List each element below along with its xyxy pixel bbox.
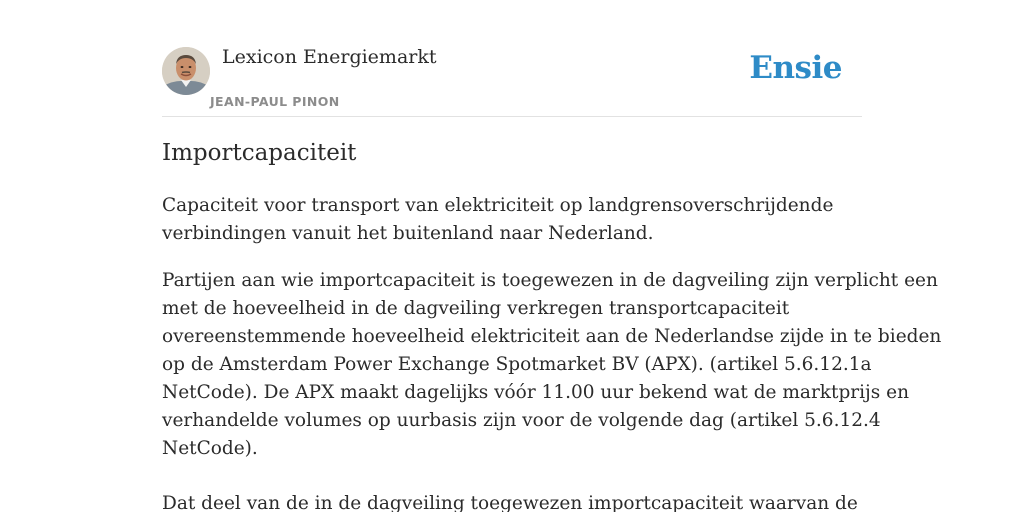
- paragraph-line: Capaciteit voor transport van elektriciteit op landgrensoverschrijdende: [162, 195, 834, 216]
- paragraph-line: NetCode). De APX maakt dagelijks vóór 11.00 uur bekend wat de marktprijs en: [162, 382, 910, 403]
- entry-title: Importcapaciteit: [162, 140, 357, 166]
- paragraph-line: Dat deel van de in de dagveiling toegewezen importcapaciteit waarvan de: [162, 493, 858, 512]
- paragraph-line: verhandelde volumes op uurbasis zijn voor de volgende dag (artikel 5.6.12.4: [162, 410, 881, 431]
- paragraph-line: met de hoeveelheid in de dagveiling verkregen transportcapaciteit: [162, 298, 790, 319]
- paragraph-line: NetCode).: [162, 438, 258, 459]
- author-avatar[interactable]: [162, 47, 210, 95]
- paragraph-line: op de Amsterdam Power Exchange Spotmarket BV (APX). (artikel 5.6.12.1a: [162, 354, 872, 375]
- lexicon-header: [162, 0, 862, 117]
- body-paragraph: [162, 267, 942, 463]
- paragraph-line: Partijen aan wie importcapaciteit is toegewezen in de dagveiling zijn verplicht een: [162, 270, 938, 291]
- lexicon-title[interactable]: Lexicon Energiemarkt: [222, 46, 437, 68]
- paragraph-line: verbindingen vanuit het buitenland naar Nederland.: [162, 223, 654, 244]
- author-portrait-icon: [162, 47, 210, 95]
- author-name[interactable]: JEAN-PAUL PINON: [210, 94, 340, 109]
- body-paragraph: [162, 490, 867, 512]
- ensie-logo[interactable]: Ensie: [749, 50, 842, 86]
- paragraph-line: overeenstemmende hoeveelheid elektriciteit aan de Nederlandse zijde in te bieden: [162, 326, 942, 347]
- definition-paragraph: [162, 192, 867, 248]
- page-container: [162, 0, 942, 512]
